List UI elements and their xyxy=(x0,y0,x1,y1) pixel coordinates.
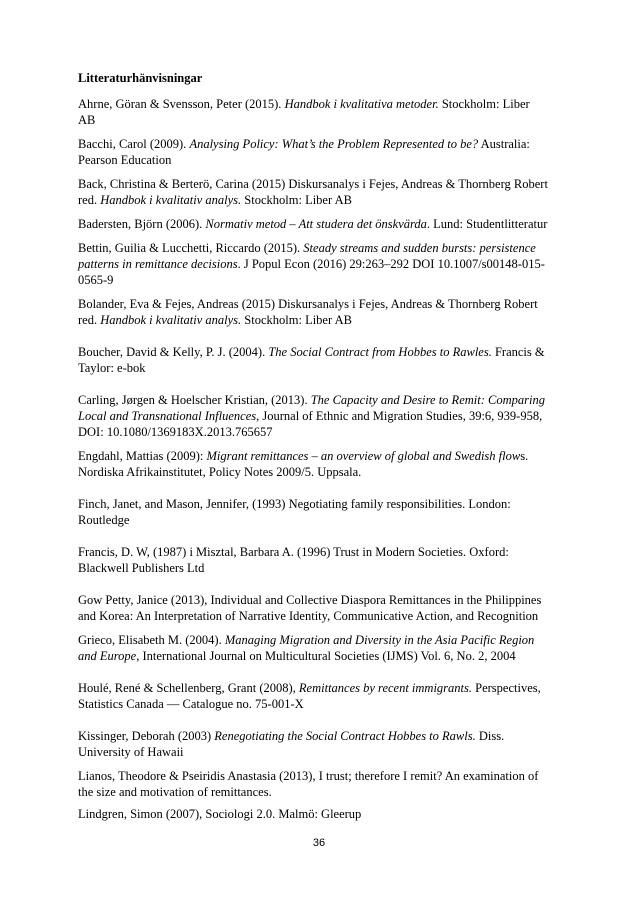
reference-line xyxy=(78,768,568,784)
reference-line xyxy=(78,512,568,528)
reference-line xyxy=(78,560,568,576)
reference-line xyxy=(78,272,568,288)
reference-text: Houlé, René & Schellenberg, Grant (2008), xyxy=(78,681,299,695)
reference-text: , Journal of Ethnic and Migration Studies, 39:6, 939-958, xyxy=(256,409,543,423)
reference-text: Stockholm: Liber AB xyxy=(241,193,352,207)
reference-line xyxy=(78,392,568,408)
reference-line xyxy=(78,408,568,424)
reference-text: , International Journal on Multicultural Societies (IJMS) Vol. 6, No. 2, 2004 xyxy=(136,649,516,663)
reference-text: red. xyxy=(78,313,101,327)
reference-text: Diss. xyxy=(475,729,505,743)
reference-text: Nordiska Afrikainstitutet, Policy Notes 2009/5. Uppsala. xyxy=(78,465,362,479)
reference-line xyxy=(78,648,568,664)
reference-title: The Capacity and Desire to Remit: Comparing xyxy=(310,393,545,407)
reference-entry xyxy=(78,496,568,528)
reference-entry xyxy=(78,592,568,624)
reference-text: DOI: 10.1080/1369183X.2013.765657 xyxy=(78,425,273,439)
reference-text: Australia: xyxy=(478,137,530,151)
reference-text: 0565-9 xyxy=(78,273,114,287)
reference-text: Engdahl, Mattias (2009): xyxy=(78,449,207,463)
reference-title: Managing Migration and Diversity in the Asia Pacific Region xyxy=(224,633,535,647)
reference-text: AB xyxy=(78,113,96,127)
reference-entry xyxy=(78,240,568,288)
reference-entry xyxy=(78,344,568,376)
reference-line xyxy=(78,680,568,696)
reference-line xyxy=(78,96,568,112)
reference-text: Francis, D. W, (1987) i Misztal, Barbara A. (1996) Trust in Modern Societies. Oxford: xyxy=(78,545,509,559)
reference-line xyxy=(78,632,568,648)
reference-text: Bolander, Eva & Fejes, Andreas (2015) Diskursanalys i Fejes, Andreas & Thornberg Robert xyxy=(78,297,538,311)
reference-entry xyxy=(78,296,568,328)
reference-title: Normativ metod – Att studera det önskvärda xyxy=(205,217,427,231)
reference-entry xyxy=(78,806,568,822)
reference-title: Handbok i kvalitativ analys. xyxy=(100,313,242,327)
reference-entry xyxy=(78,544,568,576)
reference-title: Remittances by recent immigrants. xyxy=(298,681,473,695)
reference-text: Boucher, David & Kelly, P. J. (2004). xyxy=(78,345,269,359)
reference-title: Renegotiating the Social Contract Hobbes to Rawls. xyxy=(214,729,476,743)
section-heading: Litteraturhänvisningar xyxy=(78,71,203,85)
reference-line xyxy=(78,344,568,360)
reference-line xyxy=(78,112,568,128)
reference-text: University of Hawaii xyxy=(78,745,184,759)
reference-line xyxy=(78,360,568,376)
reference-line xyxy=(78,728,568,744)
reference-line xyxy=(78,592,568,608)
reference-text: Grieco, Elisabeth M. (2004). xyxy=(78,633,225,647)
reference-text: and Korea: An Interpretation of Narrative Identity, Communicative Action, and Recognition xyxy=(78,609,539,623)
reference-text: . Lund: Studentlitteratur xyxy=(426,217,548,231)
reference-text: Francis & xyxy=(491,345,545,359)
reference-entry xyxy=(78,768,568,800)
reference-text: s. xyxy=(520,449,529,463)
page-number: 36 xyxy=(312,837,326,849)
reference-text: Blackwell Publishers Ltd xyxy=(78,561,205,575)
reference-line xyxy=(78,464,568,480)
reference-entry xyxy=(78,680,568,712)
reference-text: Stockholm: Liber AB xyxy=(241,313,352,327)
reference-text: Lindgren, Simon (2007), Sociologi 2.0. Malmö: Gleerup xyxy=(78,807,362,821)
reference-title: Migrant remittances – an overview of global and Swedish flow xyxy=(206,449,521,463)
reference-line xyxy=(78,176,568,192)
reference-text: . J Popul Econ (2016) 29:263–292 DOI 10.1007/s00148-015- xyxy=(237,257,545,271)
reference-text: Bettin, Guilia & Lucchetti, Riccardo (2015). xyxy=(78,241,304,255)
reference-entry xyxy=(78,728,568,760)
reference-entry xyxy=(78,216,568,232)
reference-text: the size and motivation of remittances. xyxy=(78,785,272,799)
reference-text: Statistics Canada — Catalogue no. 75-001-X xyxy=(78,697,304,711)
reference-line xyxy=(78,544,568,560)
reference-text: Perspectives, xyxy=(472,681,541,695)
reference-line xyxy=(78,192,568,208)
reference-title: Handbok i kvalitativa metoder. xyxy=(284,97,439,111)
reference-text: Pearson Education xyxy=(78,153,172,167)
reference-title: and Europe xyxy=(78,649,137,663)
reference-line xyxy=(78,744,568,760)
reference-entry xyxy=(78,176,568,208)
reference-line xyxy=(78,312,568,328)
reference-title: The Social Contract from Hobbes to Rawles. xyxy=(268,345,492,359)
reference-title: Analysing Policy: What’s the Problem Represented to be? xyxy=(189,137,479,151)
reference-text: Lianos, Theodore & Pseiridis Anastasia (2013), I trust; therefore I remit? An examination of xyxy=(78,769,539,783)
reference-text: Kissinger, Deborah (2003) xyxy=(78,729,215,743)
reference-text: Carling, Jørgen & Hoelscher Kristian, (2013). xyxy=(78,393,311,407)
reference-line xyxy=(78,424,568,440)
reference-text: Badersten, Björn (2006). xyxy=(78,217,206,231)
reference-line xyxy=(78,448,568,464)
reference-title: Handbok i kvalitativ analys. xyxy=(100,193,242,207)
reference-entry xyxy=(78,632,568,664)
reference-title: Local and Transnational Influences xyxy=(78,409,257,423)
reference-title: patterns in remittance decisions xyxy=(78,257,238,271)
reference-line xyxy=(78,136,568,152)
reference-line xyxy=(78,806,568,822)
reference-text: red. xyxy=(78,193,101,207)
reference-entry xyxy=(78,448,568,480)
reference-text: Bacchi, Carol (2009). xyxy=(78,137,190,151)
reference-line xyxy=(78,296,568,312)
reference-text: Taylor: e-bok xyxy=(78,361,146,375)
reference-line xyxy=(78,784,568,800)
reference-text: Ahrne, Göran & Svensson, Peter (2015). xyxy=(78,97,285,111)
reference-title: Steady streams and sudden bursts: persistence xyxy=(303,241,536,255)
reference-text: Back, Christina & Berterö, Carina (2015) Diskursanalys i Fejes, Andreas & Thornberg Robert xyxy=(78,177,548,191)
reference-line xyxy=(78,496,568,512)
reference-line xyxy=(78,256,568,272)
reference-text: Routledge xyxy=(78,513,130,527)
reference-text: Gow Petty, Janice (2013), Individual and Collective Diaspora Remittances in the Philippines xyxy=(78,593,542,607)
reference-text: Finch, Janet, and Mason, Jennifer, (1993) Negotiating family responsibilities. London: xyxy=(78,497,511,511)
reference-line xyxy=(78,240,568,256)
reference-text: Stockholm: Liber xyxy=(438,97,530,111)
reference-line xyxy=(78,696,568,712)
reference-line xyxy=(78,216,568,232)
reference-entry xyxy=(78,136,568,168)
reference-line xyxy=(78,152,568,168)
reference-entry xyxy=(78,392,568,440)
reference-line xyxy=(78,608,568,624)
reference-entry xyxy=(78,96,568,128)
